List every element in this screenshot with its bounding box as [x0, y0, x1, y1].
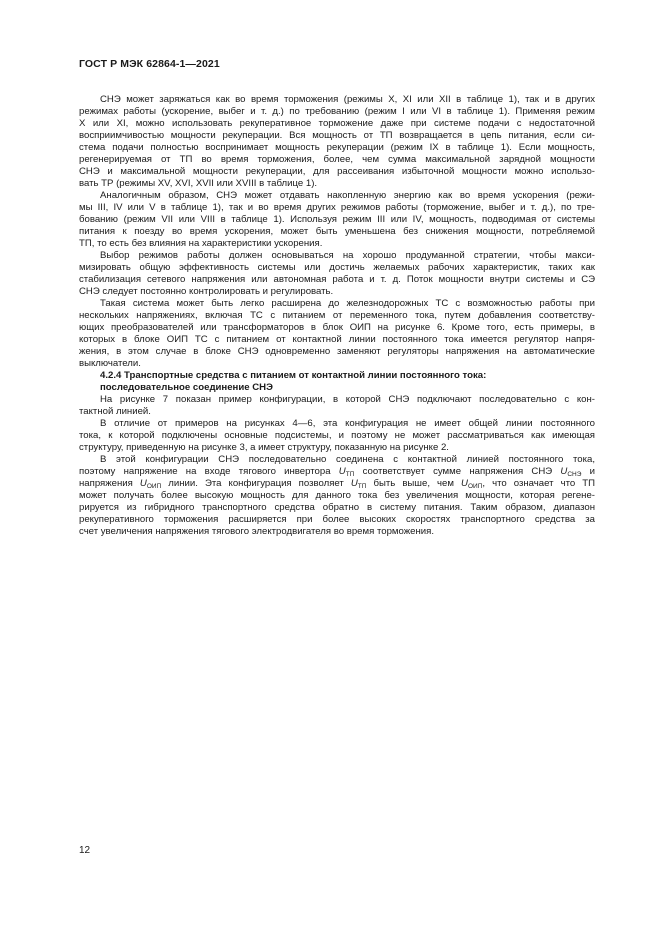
paragraph-line: В отличие от примеров на рисунках 4—6, эта конфигурация не имеет общей линии постоянного	[100, 418, 595, 429]
section-title-line-2: последовательное соединение СНЭ	[100, 382, 273, 393]
paragraphs-after-section	[79, 394, 595, 454]
paragraph-line: регенерируемая от ТП во время торможения, более, чем сумма максимальной зарядной мощности	[79, 154, 595, 165]
paragraph-line: Аналогичным образом, СНЭ может отдавать накопленную энергию как во время ускорения (режи-	[100, 190, 595, 201]
paragraph-line: может получать более высокую мощность для данного тока без увеличения мощности, которая регене-	[79, 490, 595, 501]
paragraph-line: Такая система может быть легко расширена до железнодорожных ТС с возможностью работы при	[100, 298, 595, 309]
paragraph-line: поэтому напряжение на входе тягового инвертора $U_{ТП}$ соответствует сумме напряжения СНЭ $U_{СНЭ}$ и	[79, 466, 595, 478]
paragraph-line: X или XI, можно использовать рекуперативное торможение даже при системе подачи с недостаточной	[79, 118, 595, 129]
paragraph-line: мизировать общую эффективность системы или достичь желаемых рабочих характеристик, таких как	[79, 262, 595, 273]
paragraph-line: стабилизация сетевого напряжения или автономная работа и т. д. Поток мощности внутри системы и СЭ	[79, 274, 595, 285]
paragraph-line: тактной линией.	[79, 406, 151, 417]
paragraph-line: жения, в этом случае в блоке СНЭ одновременно заменяют регуляторы напряжения на автоматические	[79, 346, 595, 357]
paragraph-line: которых в блоке ОИП ТС с питанием от контактной линии постоянного тока имеется регулятор напря-	[79, 334, 595, 345]
paragraph-line: питания к поезду во время ускорения, может быть уменьшена без снижения мощности, потребляемой	[79, 226, 595, 237]
paragraph-line: счет увеличения напряжения тягового электродвигателя во время торможения.	[79, 526, 434, 537]
paragraph-line: СНЭ следует постоянно контролировать и регулировать.	[79, 286, 334, 297]
paragraph	[79, 94, 595, 190]
section-heading-4-2-4	[79, 370, 595, 394]
paragraph-line: СНЭ может заряжаться как во время торможения (режимы X, XI или XII в таблице 1), так и в других	[100, 94, 595, 105]
document-header: ГОСТ Р МЭК 62864-1—2021	[79, 58, 220, 70]
paragraph-line: СНЭ и максимальной мощности рекуперации, для рассеивания избыточной мощности можно использо-	[79, 166, 595, 177]
paragraph-line: В этой конфигурации СНЭ последовательно соединена с контактной линией постоянного тока,	[100, 454, 595, 465]
paragraph-line: нескольких напряжениях, включая ТС с питанием от переменного тока, путем добавления соответству-	[79, 310, 595, 321]
paragraph-line: вать ТР (режимы XV, XVI, XVII или XVIII в таблице 1).	[79, 178, 318, 189]
paragraph	[79, 418, 595, 454]
paragraph-line: На рисунке 7 показан пример конфигурации, в которой СНЭ подключают последовательно с кон-	[100, 394, 595, 405]
paragraph-line: рируется из гибридного транспортного средства обратно в систему питания. Таким образом, диапазон	[79, 502, 595, 513]
paragraph	[79, 298, 595, 370]
paragraph-line: тока, к которой подключены основные подсистемы, и поэтому не может рассматриваться как имеющая	[79, 430, 595, 441]
paragraph-line: рекуперативного торможения расширяется при более высоких скоростях транспортного средства за	[79, 514, 595, 525]
paragraph	[79, 250, 595, 298]
paragraph-line: ющих преобразователей или трансформаторов в блок ОИП на рисунке 6. Кроме того, есть примеры, в	[79, 322, 595, 333]
document-body	[79, 94, 595, 538]
paragraph-line: структуру, приведенную на рисунке 3, а имеет структуру, показанную на рисунке 2.	[79, 442, 449, 453]
paragraph-line: мы III, IV или V в таблице 1), так и во время других режимов работы (торможение, выбег и т. д.), по тре-	[79, 202, 595, 213]
paragraph-line: выключатели.	[79, 358, 141, 369]
section-title-line-1: 4.2.4 Транспортные средства с питанием от контактной линии постоянного тока:	[100, 370, 487, 381]
paragraph-line: напряжения $U_{ОИП}$ линии. Эта конфигурация позволяет $U_{ТП}$ быть выше, чем $U_{ОИП}$, что означает что ТП	[79, 478, 595, 490]
page-number: 12	[79, 845, 91, 856]
paragraph	[79, 394, 595, 418]
paragraph-line: ТП, то есть без влияния на характеристики ускорения.	[79, 238, 323, 249]
paragraph-line: бованию (режим VII или VIII в таблице 1). Используя режим III или IV, мощность, подводимая от системы	[79, 214, 595, 225]
paragraph-line: восприимчивостью мощности рекуперации. Вся мощность от ТП возвращается в цепь питания, если си-	[79, 130, 595, 141]
paragraphs-before-section	[79, 94, 595, 370]
paragraph-line: стема подачи полностью воспринимает мощность рекуперации (режим IX в таблице 1). Если мощность,	[79, 142, 595, 153]
paragraph-series-connection	[79, 454, 595, 538]
paragraph-line: Выбор режимов работы должен основываться на хорошо продуманной стратегии, чтобы макси-	[100, 250, 595, 261]
paragraph	[79, 190, 595, 250]
paragraph-line: режимах работы (ускорение, выбег и т. д.) по требованию (режим I или VI в таблице 1). Применяя режим	[79, 106, 595, 117]
